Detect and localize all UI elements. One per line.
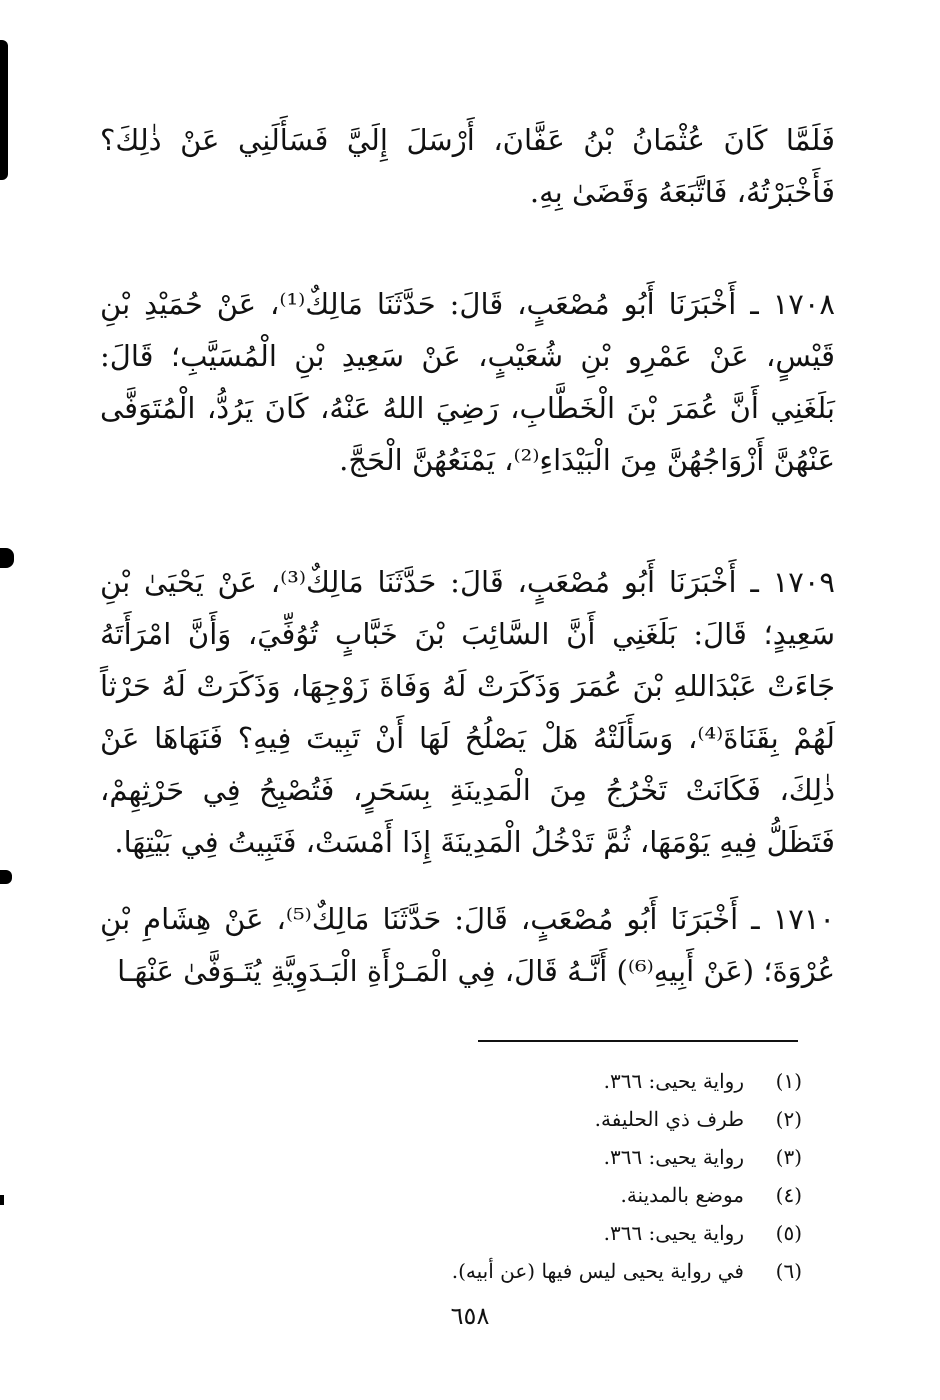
footnote-text: موضع بالمدينة.: [620, 1183, 744, 1207]
footnote-number: (٦): [775, 1259, 802, 1283]
paragraph-hadith-1710: ١٧١٠ ـ أَخْبَرَنَا أَبُو مُصْعَبٍ، قَالَ: حَدَّثَنَا مَالِكٌ⁽⁵⁾، عَنْ هِشَامِ بْنِ عُرْوَةَ؛ (عَنْ أَبِيهِ⁽⁶⁾) أَنَّـهُ قَالَ، فِي الْمَـرْأَةِ الْبَـدَوِيَّةِ يُتَـوَفَّىٰ عَنْهَـا: [100, 902, 835, 988]
paragraph-intro: فَلَمَّا كَانَ عُثْمَانُ بْنُ عَفَّانَ، أَرْسَلَ إِلَيَّ فَسَأَلَنِي عَنْ ذٰلِكَ؟ فَأَخْبَرْتُهُ، فَاتَّبَعَهُ وَقَضَىٰ بِهِ.: [100, 123, 835, 209]
paragraph-hadith-1709: ١٧٠٩ ـ أَخْبَرَنَا أَبُو مُصْعَبٍ، قَالَ: حَدَّثَنَا مَالِكٌ⁽³⁾، عَنْ يَحْيَىٰ بْنِ سَعِيدٍ؛ قَالَ: بَلَغَنِي أَنَّ السَّائِبَ بْنَ خَبَّابٍ تُوُفِّيَ، وَأَنَّ امْرَأَتَهُ جَاءَتْ عَبْدَاللهِ بْنَ عُمَرَ وَذَكَرَتْ لَهُ وَفَاةَ زَوْجِهَا، وَذَكَرَتْ لَهُ حَرْثاً لَهُمْ بِقَنَاةَ⁽⁴⁾، وَسَأَلَتْهُ هَلْ يَصْلُحُ لَهَا أَنْ تَبِيتَ فِيهِ؟ فَنَهَاهَا عَنْ ذٰلِكَ، فَكَانَتْ تَخْرُجُ مِنَ الْمَدِينَةِ بِسَحَرٍ، فَتُصْبِحُ فِي حَرْثِهِمْ، فَتَظَلُّ فِيهِ يَوْمَهَا، ثُمَّ تَدْخُلُ الْمَدِينَةَ إِذَا أَمْسَتْ، فَتَبِيتُ فِي بَيْتِهَا.: [100, 565, 835, 859]
footnote-text: رواية يحيى: ٣٦٦.: [603, 1221, 744, 1245]
scan-edge-mark: [0, 870, 12, 884]
footnote-number: (٣): [775, 1145, 802, 1169]
scan-edge-mark: [0, 1195, 4, 1205]
paragraph-hadith-1708: ١٧٠٨ ـ أَخْبَرَنَا أَبُو مُصْعَبٍ، قَالَ: حَدَّثَنَا مَالِكٌ⁽¹⁾، عَنْ حُمَيْدِ بْنِ قَيْسٍ، عَنْ عَمْرِو بْنِ شُعَيْبٍ، عَنْ سَعِيدِ بْنِ الْمُسَيَّبِ؛ قَالَ: بَلَغَنِي أَنَّ عُمَرَ بْنَ الْخَطَّابِ، رَضِيَ اللهُ عَنْهُ، كَانَ يَرُدُّ، الْمُتَوَفَّى عَنْهُنَّ أَزْوَاجُهُنَّ مِنَ الْبَيْدَاءِ⁽²⁾، يَمْنَعُهُنَّ الْحَجَّ.: [100, 287, 835, 477]
footnotes-list: [242, 1062, 802, 1290]
footnote-number: (٢): [775, 1107, 802, 1131]
scan-edge-mark: [0, 40, 8, 180]
footnote-number: (٥): [775, 1221, 802, 1245]
footnote-text: في رواية يحيى ليس فيها (عن أبيه).: [451, 1259, 744, 1283]
footnote-divider: [478, 1040, 798, 1042]
footnote-item: [242, 1252, 802, 1290]
footnote-text: رواية يحيى: ٣٦٦.: [603, 1069, 744, 1093]
footnote-item: [242, 1100, 802, 1138]
footnote-item: [242, 1138, 802, 1176]
footnote-text: رواية يحيى: ٣٦٦.: [603, 1145, 744, 1169]
footnote-item: [242, 1062, 802, 1100]
scan-edge-mark: [0, 548, 14, 568]
footnote-item: [242, 1176, 802, 1214]
footnote-item: [242, 1214, 802, 1252]
footnote-number: (٤): [775, 1183, 802, 1207]
page-number: ٦٥٨: [450, 1302, 490, 1330]
footnote-number: (١): [775, 1069, 802, 1093]
footnote-text: طرف ذي الحليفة.: [594, 1107, 744, 1131]
